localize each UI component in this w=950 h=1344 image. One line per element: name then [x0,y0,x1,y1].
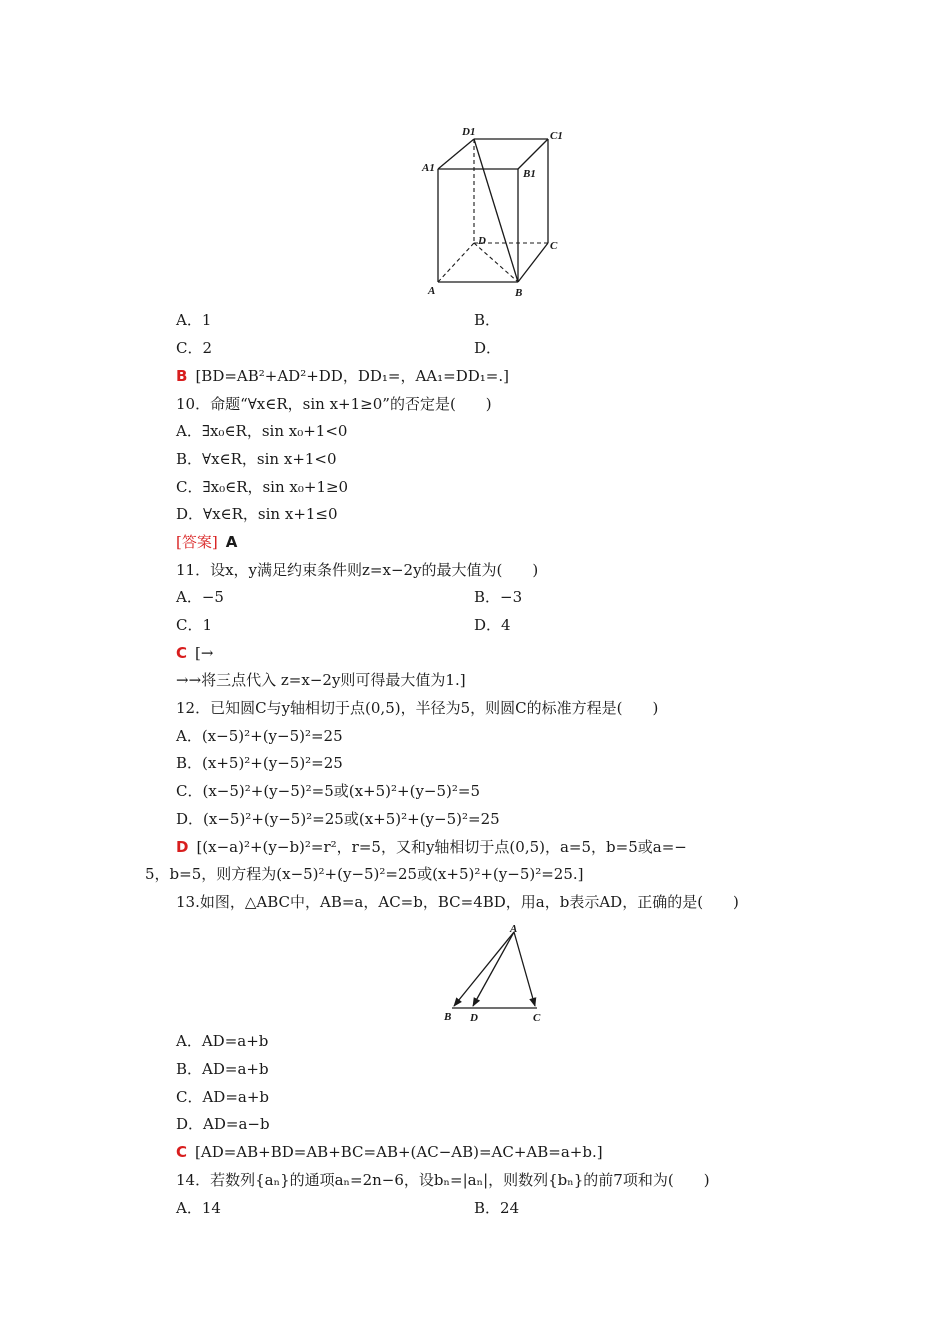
label-a: A [510,923,518,935]
vector-ac [514,932,535,1006]
q9-option-d: D． [474,339,502,357]
q13-option-a: A．AD=a+b [176,1032,269,1050]
q12-answer-letter: D [176,838,189,856]
hidden-edge-a-d [438,243,474,282]
q10-answer [176,532,237,552]
edge-b1-c1 [518,139,548,169]
vector-ad [473,932,514,1006]
diagonal-d1-b [474,139,518,282]
label-c1: C1 [550,130,563,142]
q9-answer-letter: B [176,367,188,385]
q11-answer-line1: [→ [195,644,214,662]
q14-stem: 14．若数列{aₙ}的通项aₙ=2n−6，设bₙ=|aₙ|，则数列{bₙ}的前7项和为( ) [176,1171,710,1189]
q10-option-d: D．∀x∈R，sin x+1≤0 [176,505,338,523]
q10-option-a: A．∃x₀∈R，sin x₀+1<0 [176,422,348,440]
q11-option-b: B．−3 [474,588,523,606]
vector-ab [454,932,514,1006]
cube-figure [420,125,570,305]
label-c: C [550,240,558,252]
label-d: D [478,235,486,247]
q12-option-d: D．(x−5)²+(y−5)²=25或(x+5)²+(y−5)²=25 [176,810,500,828]
q13-option-b: B．AD=a+b [176,1060,269,1078]
q11-stem: 11．设x，y满足约束条件则z=x−2y的最大值为( ) [176,561,539,579]
q12-answer [176,837,687,857]
q10-option-c: C．∃x₀∈R，sin x₀+1≥0 [176,478,349,496]
q13-option-d: D．AD=a−b [176,1115,270,1133]
q10-answer-letter: A [225,533,238,551]
q13-answer [176,1142,603,1162]
label-b1: B1 [523,168,536,180]
label-a1: A1 [422,162,435,174]
edge-a1-d1 [438,139,474,169]
q11-option-a: A．−5 [176,588,224,606]
q14-option-a: A．14 [176,1199,221,1217]
q13-option-c: C．AD=a+b [176,1088,270,1106]
label-b: B [444,1011,452,1023]
q11-answer-line2: →→将三点代入 z=x−2y则可得最大值为1.] [176,671,466,689]
q13-answer-text: [AD=AB+BD=AB+BC=AB+(AC−AB)=AC+AB=a+b.] [195,1143,603,1161]
edge-b-c [518,243,548,282]
q10-answer-tag: [答案] [176,533,218,551]
q11-answer-letter: C [176,644,188,662]
q13-stem: 13.如图，△ABC中，AB=a，AC=b，BC=4BD，用a，b表示AD，正确的是( ) [176,893,739,911]
q9-option-b: B． [474,311,501,329]
q11-option-c: C．1 [176,616,213,634]
q9-option-c: C．2 [176,339,213,357]
q12-stem: 12．已知圆C与y轴相切于点(0,5)，半径为5，则圆C的标准方程是( ) [176,699,659,717]
q12-answer-line2: 5，b=5，则方程为(x−5)²+(y−5)²=25或(x+5)²+(y−5)²=25.] [145,865,584,883]
q12-option-b: B．(x+5)²+(y−5)²=25 [176,754,343,772]
q12-answer-line1: [(x−a)²+(y−b)²=r²，r=5，又和y轴相切于点(0,5)，a=5，b=5或a=− [196,838,687,856]
q9-answer [176,366,509,386]
q11-option-d: D．4 [474,616,511,634]
q9-option-a: A．1 [176,311,212,329]
q12-option-a: A．(x−5)²+(y−5)²=25 [176,727,343,745]
label-d: D [470,1012,478,1024]
q14-option-b: B．24 [474,1199,520,1217]
q13-answer-letter: C [176,1143,188,1161]
q12-option-c: C．(x−5)²+(y−5)²=5或(x+5)²+(y−5)²=5 [176,782,481,800]
q11-answer [176,643,213,663]
label-a: A [428,285,436,297]
triangle-figure [438,922,550,1024]
q10-stem: 10．命题“∀x∈R，sin x+1≥0”的否定是( ) [176,395,492,413]
q9-answer-text: [BD=AB²+AD²+DD，DD₁=，AA₁=DD₁=.] [195,367,509,385]
label-d1: D1 [462,126,476,138]
label-c: C [533,1012,541,1024]
label-b: B [515,287,523,299]
q10-option-b: B．∀x∈R，sin x+1<0 [176,450,337,468]
